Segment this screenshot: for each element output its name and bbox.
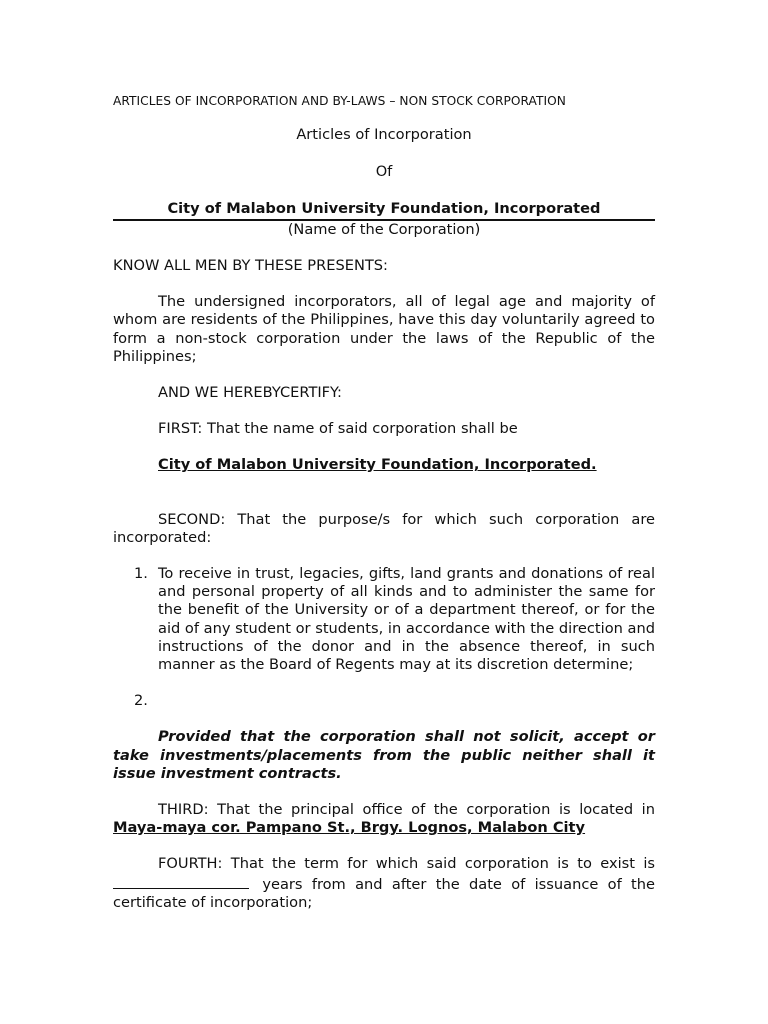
third-clause-text: THIRD: That the principal office of the corporation is located in xyxy=(158,801,655,819)
list-item-number: 2. xyxy=(134,692,148,710)
first-name-text: City of Malabon University Foundation, Incorporated. xyxy=(158,456,597,474)
third-clause xyxy=(113,801,655,837)
fourth-clause-text: FOURTH: That the term for which said corporation is to exist is xyxy=(158,855,655,873)
fourth-clause xyxy=(113,855,655,912)
corporation-caption: (Name of the Corporation) xyxy=(287,220,481,238)
list-item-number: 1. xyxy=(134,565,148,583)
list-item xyxy=(113,692,655,710)
list-item-text: To receive in trust, legacies, gifts, land grants and donations of real and personal property of all kinds and to administer the same for the benefit of the University or of a department thereof, or for the aid of any student or students, in accordance with the direction and instructions of the donor and in the absence thereof, in such manner as the Board of Regents may at its discretion determine; xyxy=(158,565,655,674)
fourth-clause-suffix: years from and after the date of issuance of the certificate of incorporation; xyxy=(113,875,656,911)
know-all-heading: KNOW ALL MEN BY THESE PRESENTS: xyxy=(113,257,388,275)
intro-paragraph: The undersigned incorporators, all of legal age and majority of whom are residents of the Philippines, have this day voluntarily agreed to form a non-stock corporation under the laws of the Republic of the Philippines; xyxy=(113,293,655,365)
corporation-name-line xyxy=(113,200,655,221)
corporation-name: City of Malabon University Foundation, Incorporated xyxy=(167,199,601,217)
document-title: Articles of Incorporation xyxy=(296,126,472,144)
document-header: ARTICLES OF INCORPORATION AND BY-LAWS – NON STOCK CORPORATION xyxy=(113,94,566,108)
list-item-text xyxy=(158,692,163,709)
term-blank-line xyxy=(113,874,249,889)
document-of: Of xyxy=(375,163,393,181)
second-clause: SECOND: That the purpose/s for which such corporation are incorporated: xyxy=(113,510,655,546)
purposes-list xyxy=(113,565,655,710)
list-item xyxy=(113,565,655,674)
office-address: Maya-maya cor. Pampano St., Brgy. Lognos, Malabon City xyxy=(113,819,586,837)
proviso-paragraph: Provided that the corporation shall not solicit, accept or take investments/placements from the public neither shall it issue investment contracts. xyxy=(113,728,655,782)
first-corporation-name xyxy=(113,456,655,474)
first-clause: FIRST: That the name of said corporation shall be xyxy=(158,420,518,438)
document-page xyxy=(113,92,655,912)
certify-line: AND WE HEREBYCERTIFY: xyxy=(158,384,342,402)
